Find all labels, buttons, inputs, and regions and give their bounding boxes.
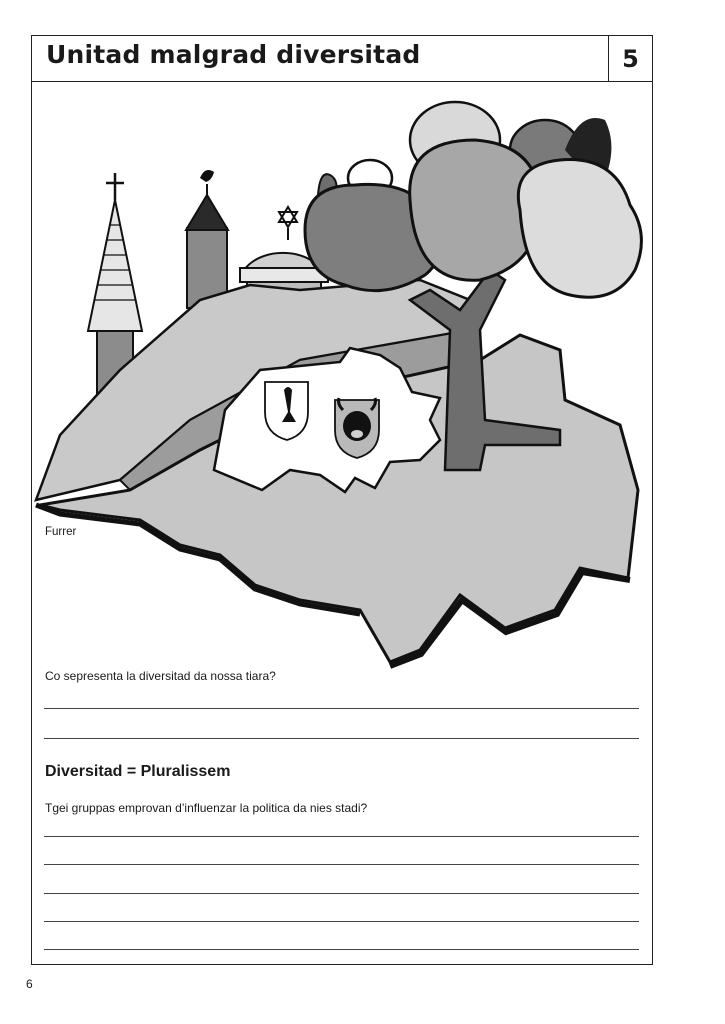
page-title: Unitad malgrad diversitad bbox=[46, 40, 421, 69]
illustration-credit: Furrer bbox=[45, 526, 77, 538]
question-1: Co sepresenta la diversitad da nossa tiara? bbox=[45, 669, 276, 683]
page-number: 6 bbox=[26, 977, 33, 991]
coat-of-arms-uri-icon bbox=[335, 398, 379, 458]
answer-line[interactable] bbox=[44, 893, 639, 894]
answer-line[interactable] bbox=[44, 864, 639, 865]
tower-with-rooster-icon bbox=[186, 170, 228, 308]
answer-line[interactable] bbox=[44, 949, 639, 950]
answer-line[interactable] bbox=[44, 708, 639, 709]
question-2: Tgei gruppas emprovan d’influenzar la politica da nies stadi? bbox=[45, 801, 368, 815]
answer-line[interactable] bbox=[44, 836, 639, 837]
chapter-number: 5 bbox=[608, 36, 652, 81]
section-heading: Diversitad = Pluralissem bbox=[45, 763, 231, 780]
coat-of-arms-basel-icon bbox=[265, 382, 308, 440]
answer-line[interactable] bbox=[44, 738, 639, 739]
answer-line[interactable] bbox=[44, 921, 639, 922]
